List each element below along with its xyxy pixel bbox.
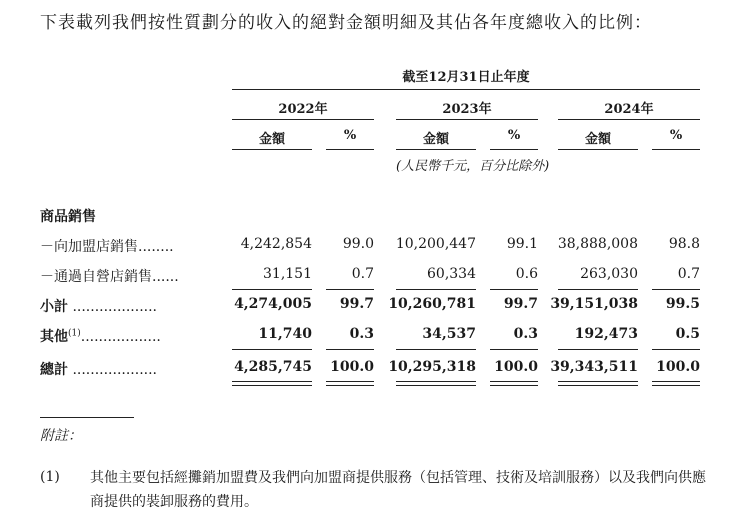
subtotal-rule [558, 289, 638, 290]
pct-header-2022: % [343, 128, 357, 143]
pct-header-2024: % [669, 128, 683, 143]
total-rule [396, 349, 476, 350]
subtotal-rule [232, 289, 312, 290]
cell: 4,274,005 [234, 296, 312, 312]
double-rule [232, 381, 312, 386]
cell: 39,343,511 [550, 359, 638, 375]
total-rule [652, 349, 700, 350]
cell: 98.8 [668, 236, 700, 252]
section-title: 商品銷售 [40, 209, 96, 225]
cell: 0.3 [513, 326, 538, 342]
year-rule-2022 [232, 119, 374, 120]
subtotal-rule [652, 289, 700, 290]
total-rule [232, 349, 312, 350]
amount-header-2024: 金額 [584, 132, 611, 147]
dot-leader: ........ [138, 239, 174, 255]
year-rule-2023 [396, 119, 538, 120]
header-rule [232, 89, 700, 90]
note-text: 其他主要包括經攤銷加盟費及我們向加盟商提供服務（包括管理、技術及培訓服務）以及我們向供應商提供的裝卸服務的費用。 [90, 470, 706, 510]
cell: 39,151,038 [550, 296, 638, 312]
notes-separator [40, 417, 134, 418]
subtotal-rule [490, 289, 538, 290]
cell: 0.7 [677, 266, 700, 282]
col-rule [396, 149, 476, 150]
cell: 99.5 [665, 296, 700, 312]
col-rule [490, 149, 538, 150]
cell: 100.0 [494, 359, 538, 375]
col-rule [232, 149, 312, 150]
year-header-2023: 2023年 [442, 102, 492, 117]
note-number: (1) [40, 469, 60, 485]
row-label [40, 359, 157, 379]
year-header-2024: 2024年 [604, 102, 654, 117]
cell: 38,888,008 [557, 236, 638, 252]
col-rule [326, 149, 374, 150]
cell: 0.7 [351, 266, 374, 282]
pct-header-2023: % [507, 128, 521, 143]
cell: 34,537 [422, 326, 476, 342]
double-rule [558, 381, 638, 386]
double-rule [652, 381, 700, 386]
cell: 4,242,854 [240, 236, 312, 252]
double-rule [326, 381, 374, 386]
cell: 10,260,781 [388, 296, 476, 312]
row-label [40, 236, 174, 256]
cell: 11,740 [258, 326, 312, 342]
footnote-ref: (1) [68, 328, 81, 339]
cell: 192,473 [574, 326, 638, 342]
subtotal-rule [396, 289, 476, 290]
row-label-text: －向加盟店銷售 [40, 239, 138, 255]
total-rule [490, 349, 538, 350]
cell: 10,295,318 [388, 359, 476, 375]
dot-leader: ...... [152, 269, 179, 285]
row-label [40, 296, 157, 316]
row-label-text: 小計 [40, 299, 68, 315]
subtotal-rule [326, 289, 374, 290]
row-label-text: 總計 [40, 362, 68, 378]
dot-leader: ................... [72, 299, 158, 315]
row-label [40, 326, 161, 346]
col-rule [558, 149, 638, 150]
double-rule [490, 381, 538, 386]
cell: 0.5 [675, 326, 700, 342]
unit-note: (人民幣千元，百分比除外) [396, 159, 550, 174]
cell: 99.1 [506, 236, 538, 252]
year-header-2022: 2022年 [278, 102, 328, 117]
intro-text: 下表載列我們按性質劃分的收入的絕對金額明細及其佔各年度總收入的比例： [40, 13, 652, 33]
notes-title: 附註： [40, 428, 82, 444]
amount-header-2022: 金額 [258, 132, 285, 147]
total-rule [326, 349, 374, 350]
row-label [40, 266, 179, 286]
cell: 263,030 [580, 266, 638, 282]
dot-leader: ................... [72, 362, 158, 378]
double-rule [396, 381, 476, 386]
amount-header-2023: 金額 [422, 132, 449, 147]
cell: 100.0 [330, 359, 374, 375]
cell: 60,334 [427, 266, 476, 282]
row-label-text: 其他 [40, 329, 68, 345]
total-rule [558, 349, 638, 350]
cell: 99.7 [339, 296, 374, 312]
row-label-text: －通過自營店銷售 [40, 269, 152, 285]
cell: 99.7 [503, 296, 538, 312]
dot-leader: .................. [80, 329, 161, 345]
cell: 100.0 [656, 359, 700, 375]
cell: 10,200,447 [395, 236, 476, 252]
cell: 31,151 [263, 266, 312, 282]
cell: 0.6 [515, 266, 538, 282]
cell: 99.0 [342, 236, 374, 252]
col-rule [652, 149, 700, 150]
period-header: 截至12月31日止年度 [402, 70, 530, 85]
year-rule-2024 [558, 119, 700, 120]
cell: 0.3 [349, 326, 374, 342]
cell: 4,285,745 [234, 359, 312, 375]
